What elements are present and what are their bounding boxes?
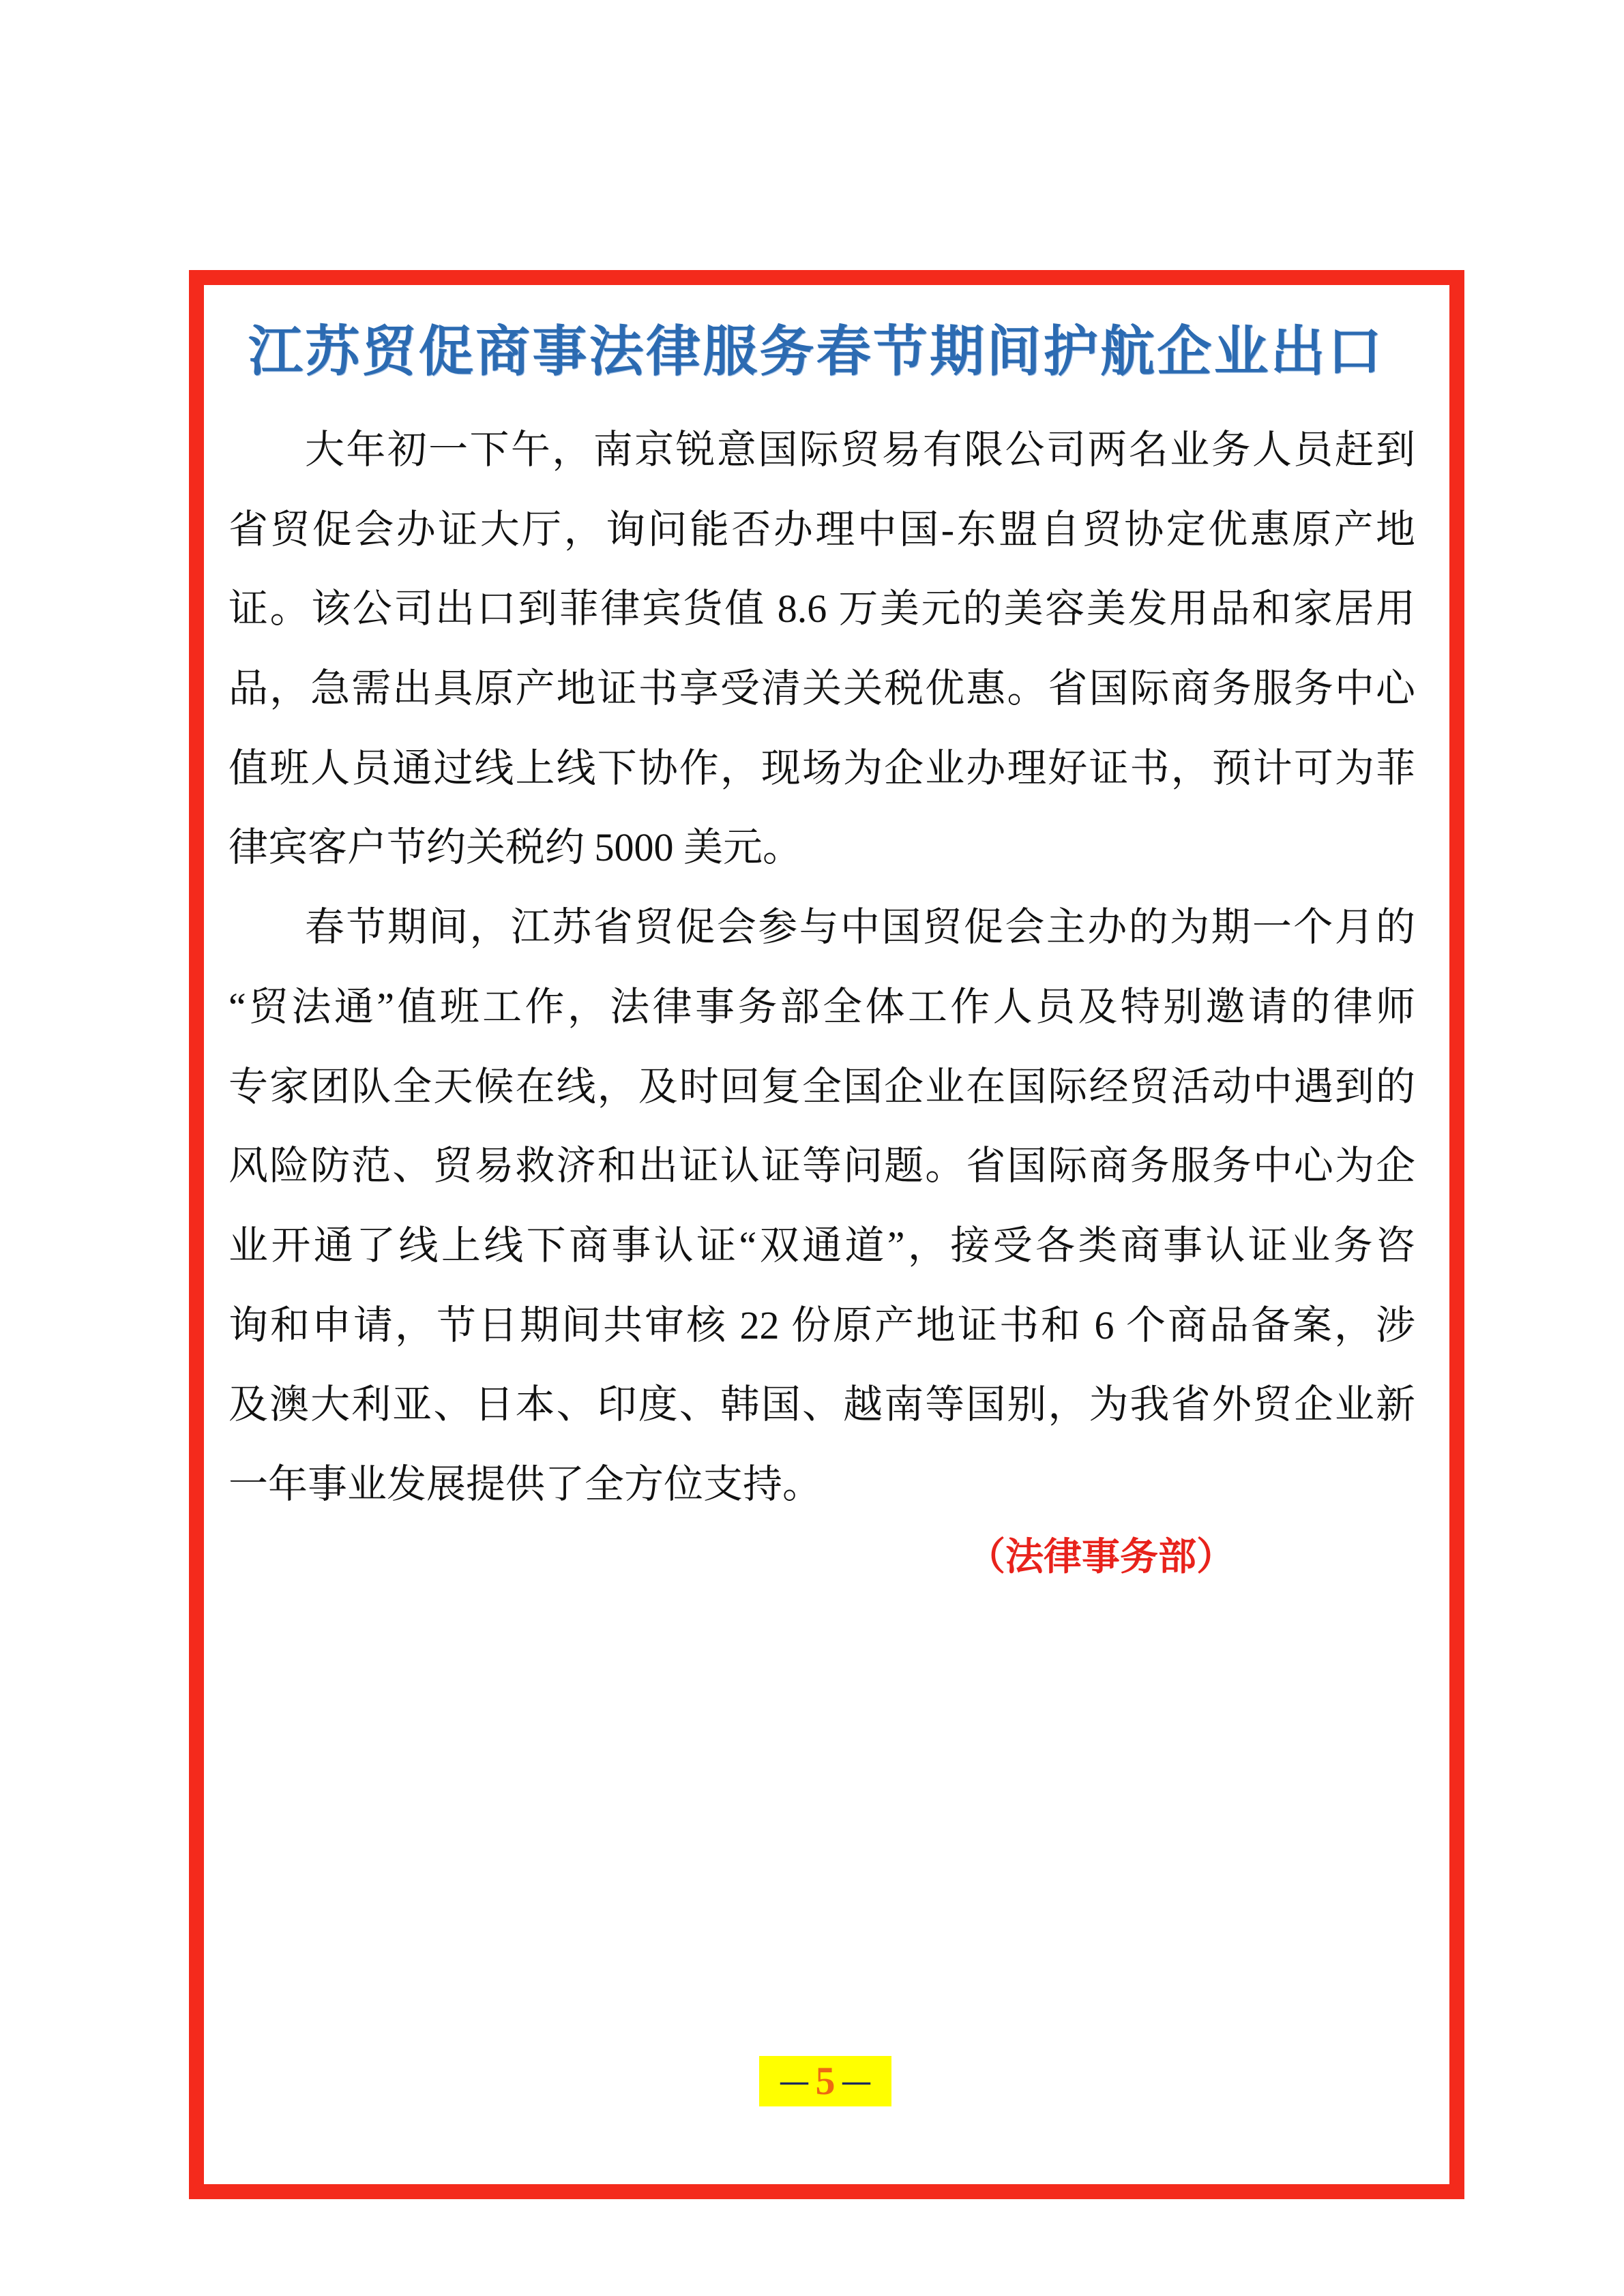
body-line: 询和申请，节日期间共审核 22 份原产地证书和 6 个商品备案，涉 [228, 1302, 1415, 1347]
paragraph-1 [228, 411, 1415, 888]
department-signature: （法律事务部） [967, 1534, 1235, 1579]
body-line: 大年初一下午，南京锐意国际贸易有限公司两名业务人员赶到 [305, 428, 1415, 472]
paragraph-2 [228, 888, 1415, 1525]
body-line: 一年事业发展提供了全方位支持。 [228, 1461, 823, 1506]
body-line: 证。该公司出口到菲律宾货值 8.6 万美元的美容美发用品和家居用 [228, 586, 1415, 631]
body-line: 值班人员通过线上线下协作，现场为企业办理好证书，预计可为菲 [228, 745, 1415, 790]
body-line: “贸法通”值班工作，法律事务部全体工作人员及特别邀请的律师 [228, 984, 1415, 1029]
page-number-badge [759, 2056, 891, 2106]
body-line: 专家团队全天候在线，及时回复全国企业在国际经贸活动中遇到的 [228, 1064, 1415, 1109]
body-line: 春节期间，江苏省贸促会参与中国贸促会主办的为期一个月的 [305, 905, 1415, 950]
body-line: 省贸促会办证大厅，询问能否办理中国-东盟自贸协定优惠原产地 [228, 507, 1415, 552]
body-line: 风险防范、贸易救济和出证认证等问题。省国际商务服务中心为企 [228, 1144, 1415, 1189]
page-number-right-dash: — [840, 2063, 872, 2100]
page-number: 5 [815, 2059, 836, 2103]
page-number-left-dash: — [778, 2063, 810, 2100]
article-body [228, 411, 1415, 1525]
body-line: 及澳大利亚、日本、印度、韩国、越南等国别，为我省外贸企业新 [228, 1382, 1415, 1427]
body-line: 业开通了线上线下商事认证“双通道”，接受各类商事认证业务咨 [228, 1223, 1415, 1268]
body-line: 品，急需出具原产地证书享受清关关税优惠。省国际商务服务中心 [228, 666, 1415, 711]
article-title: 江苏贸促商事法律服务春节期间护航企业出口 [248, 319, 1382, 383]
body-line: 律宾客户节约关税约 5000 美元。 [228, 825, 803, 870]
